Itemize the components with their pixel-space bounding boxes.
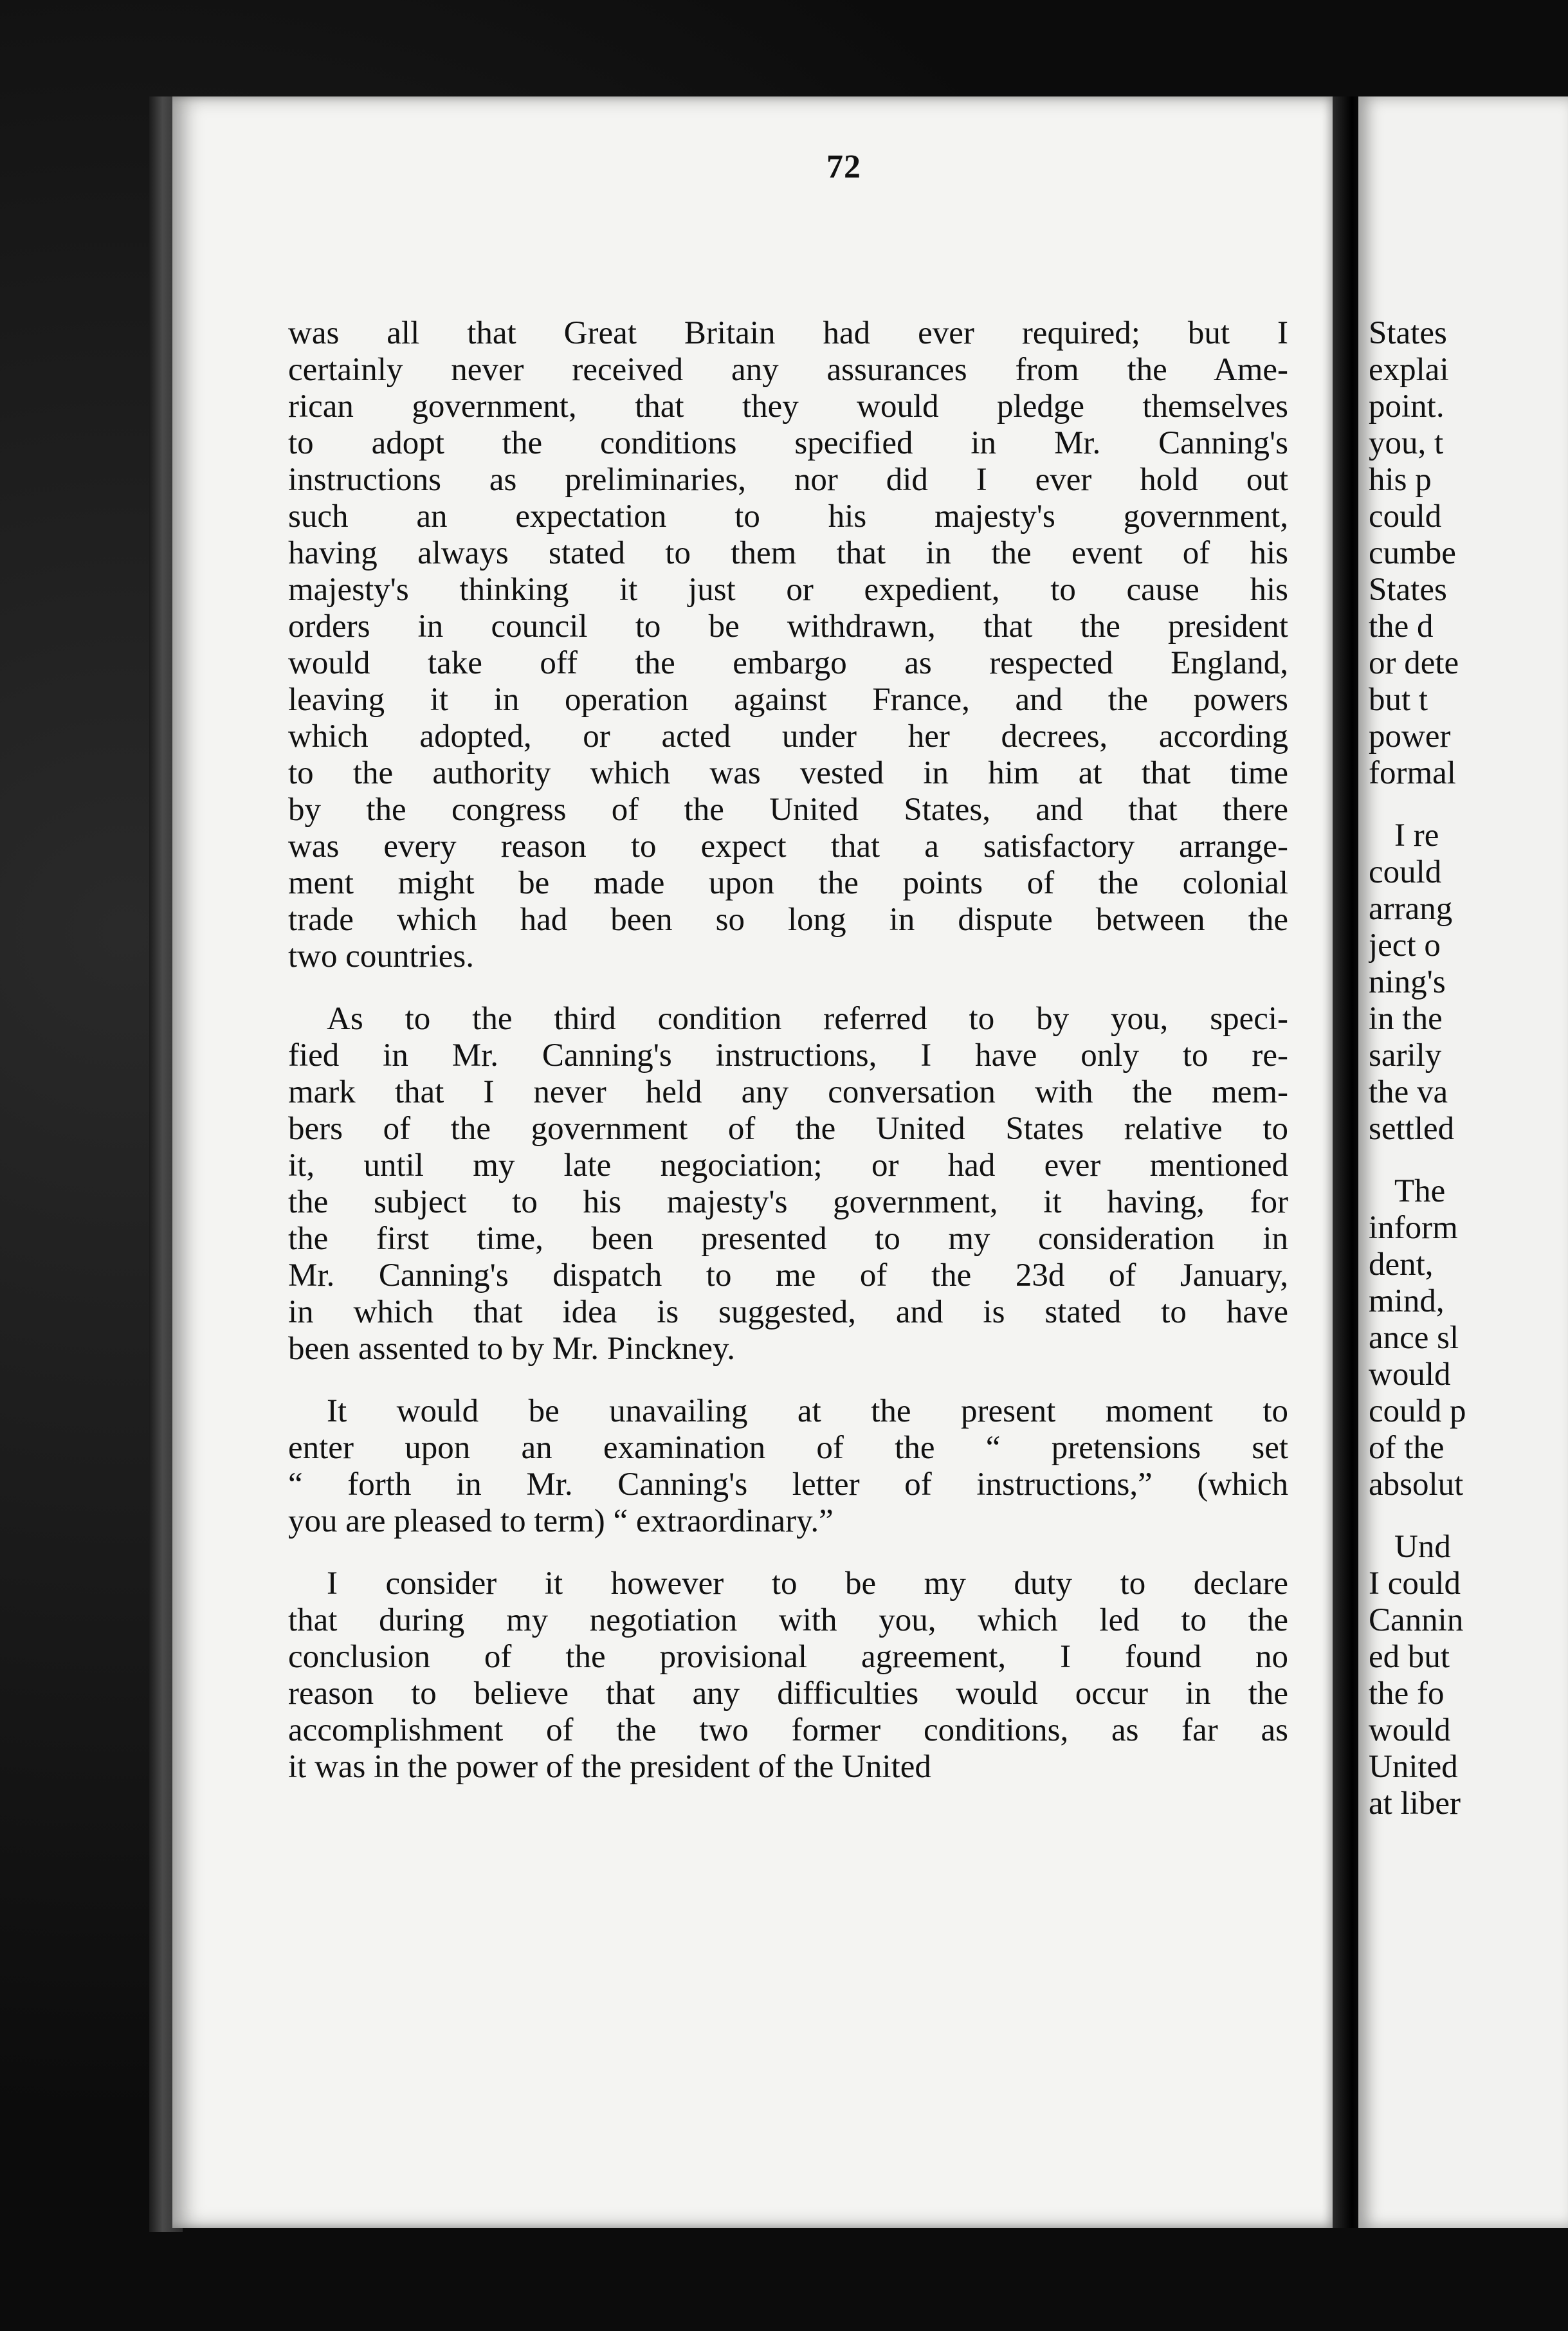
- text-line-fragment: at liber: [1369, 1786, 1461, 1822]
- text-line: bers of the government of the United States relative to: [288, 1111, 1288, 1147]
- text-line: by the congress of the United States, and that there: [288, 792, 1288, 828]
- text-line: As to the third condition referred to by you, speci-: [327, 1001, 1288, 1037]
- text-line: majesty's thinking it just or expedient, to cause his: [288, 572, 1288, 608]
- text-line-fragment: could p: [1369, 1393, 1466, 1429]
- text-line-fragment: power: [1369, 718, 1451, 754]
- text-line-fragment: cumbe: [1369, 535, 1456, 571]
- text-line-fragment: could: [1369, 498, 1442, 535]
- text-line: accomplishment of the two former conditions, as far as: [288, 1712, 1288, 1748]
- paragraph-gap: [1369, 1503, 1568, 1529]
- text-line: ment might be made upon the points of the colonial: [288, 865, 1288, 901]
- text-line-fragment: ance sl: [1369, 1320, 1459, 1356]
- text-line-fragment: could: [1369, 854, 1442, 890]
- text-line-fragment: settled: [1369, 1111, 1455, 1147]
- paragraph-gap: [288, 1367, 1288, 1393]
- text-line-fragment: but t: [1369, 682, 1428, 718]
- text-line-fragment: mind,: [1369, 1283, 1445, 1319]
- text-line: the subject to his majesty's government, it having, for: [288, 1184, 1288, 1220]
- left-page-text: [288, 315, 1288, 1786]
- text-line: fied in Mr. Canning's instructions, I have only to re-: [288, 1038, 1288, 1074]
- paragraph: [288, 1393, 1288, 1540]
- text-line: two countries.: [288, 938, 474, 974]
- text-line: the first time, been presented to my consideration in: [288, 1221, 1288, 1257]
- text-line: to adopt the conditions specified in Mr. Canning's: [288, 425, 1288, 461]
- text-line-fragment: in the: [1369, 1001, 1443, 1037]
- text-line: mark that I never held any conversation with the mem-: [288, 1074, 1288, 1110]
- text-line-fragment: ning's: [1369, 964, 1446, 1000]
- paragraph-gap: [1369, 792, 1568, 818]
- text-line-fragment: I re: [1394, 818, 1439, 854]
- paragraph: [288, 315, 1288, 975]
- text-line: reason to believe that any difficulties would occur in the: [288, 1676, 1288, 1712]
- text-line-fragment: absolut: [1369, 1467, 1464, 1503]
- text-line-fragment: Cannin: [1369, 1602, 1464, 1638]
- text-line-fragment: the d: [1369, 608, 1434, 644]
- text-line-fragment: his p: [1369, 462, 1432, 498]
- text-line-fragment: The: [1394, 1173, 1446, 1209]
- text-line: such an expectation to his majesty's government,: [288, 498, 1288, 535]
- text-line: having always stated to them that in the event of his: [288, 535, 1288, 571]
- text-line-fragment: the fo: [1369, 1676, 1445, 1712]
- paragraph-gap: [288, 975, 1288, 1001]
- text-line-fragment: the va: [1369, 1074, 1448, 1110]
- text-line-fragment: Und: [1394, 1529, 1451, 1565]
- text-line: to the authority which was vested in him at that time: [288, 755, 1288, 791]
- text-line-fragment: ed but: [1369, 1639, 1450, 1675]
- text-line-fragment: arrang: [1369, 891, 1453, 927]
- text-line: certainly never received any assurances from the Ame-: [288, 352, 1288, 388]
- text-line: I consider it however to be my duty to declare: [327, 1566, 1288, 1602]
- page-number: 72: [826, 149, 861, 185]
- right-page-text: [1369, 315, 1568, 1822]
- paragraph-gap: [288, 1540, 1288, 1566]
- text-line-fragment: States: [1369, 315, 1447, 351]
- text-line: was all that Great Britain had ever required; but I: [288, 315, 1288, 351]
- text-line: you are pleased to term) “ extraordinary.”: [288, 1503, 834, 1539]
- text-line-fragment: sarily: [1369, 1038, 1442, 1074]
- text-line: been assented to by Mr. Pinckney.: [288, 1331, 735, 1367]
- text-line-fragment: point.: [1369, 388, 1445, 425]
- text-line: “ forth in Mr. Canning's letter of instructions,” (which: [288, 1467, 1288, 1503]
- paragraph-gap: [1369, 1147, 1568, 1173]
- text-line: It would be unavailing at the present moment to: [327, 1393, 1288, 1429]
- paragraph: [288, 1566, 1288, 1786]
- text-line-fragment: I could: [1369, 1566, 1461, 1602]
- text-line: that during my negotiation with you, which led to the: [288, 1602, 1288, 1638]
- text-line: enter upon an examination of the “ pretensions set: [288, 1430, 1288, 1466]
- text-line: trade which had been so long in dispute between the: [288, 902, 1288, 938]
- text-line: conclusion of the provisional agreement, I found no: [288, 1639, 1288, 1675]
- text-line-fragment: would: [1369, 1357, 1451, 1393]
- text-line-fragment: States: [1369, 572, 1447, 608]
- paragraph: [288, 1001, 1288, 1367]
- text-line: was every reason to expect that a satisfactory arrange-: [288, 828, 1288, 864]
- text-line: which adopted, or acted under her decrees, according: [288, 718, 1288, 754]
- text-line-fragment: or dete: [1369, 645, 1459, 681]
- text-line: Mr. Canning's dispatch to me of the 23d of January,: [288, 1257, 1288, 1293]
- text-line-fragment: would: [1369, 1712, 1451, 1748]
- text-line-fragment: of the: [1369, 1430, 1445, 1466]
- text-line-fragment: United: [1369, 1749, 1458, 1785]
- text-line-fragment: formal: [1369, 755, 1456, 791]
- text-line: orders in council to be withdrawn, that the president: [288, 608, 1288, 644]
- text-line-fragment: inform: [1369, 1210, 1458, 1246]
- text-line-fragment: dent,: [1369, 1247, 1434, 1283]
- text-line: it was in the power of the president of the United: [288, 1749, 931, 1785]
- text-line-fragment: ject o: [1369, 928, 1441, 964]
- text-line: rican government, that they would pledge themselves: [288, 388, 1288, 425]
- text-line: instructions as preliminaries, nor did I ever hold out: [288, 462, 1288, 498]
- text-line: in which that idea is suggested, and is stated to have: [288, 1294, 1288, 1330]
- text-line: would take off the embargo as respected England,: [288, 645, 1288, 681]
- text-line-fragment: you, t: [1369, 425, 1444, 461]
- text-line: leaving it in operation against France, and the powers: [288, 682, 1288, 718]
- text-line-fragment: explai: [1369, 352, 1449, 388]
- text-line: it, until my late negociation; or had ever mentioned: [288, 1147, 1288, 1184]
